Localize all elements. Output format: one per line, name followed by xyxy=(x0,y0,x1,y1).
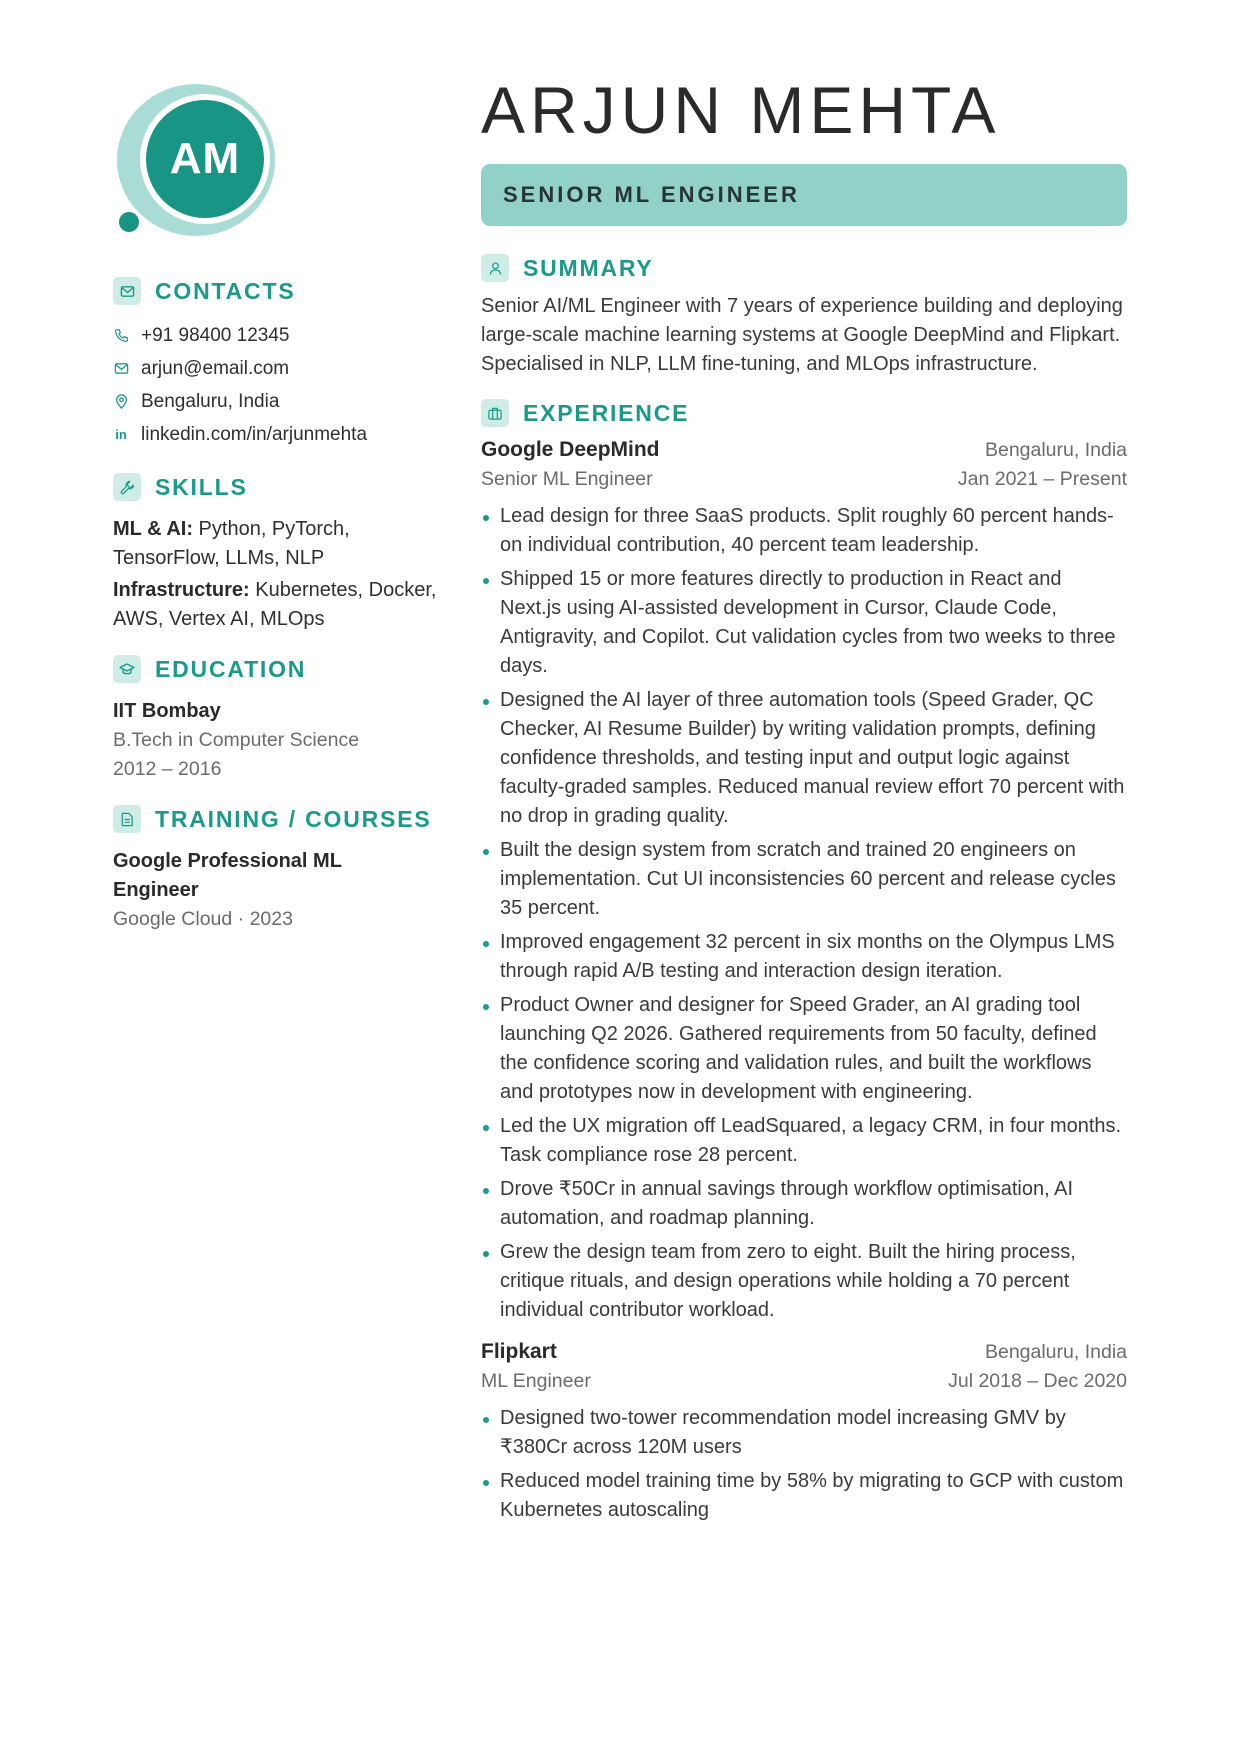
skill-infrastructure xyxy=(113,576,453,634)
job-company: Flipkart xyxy=(481,1340,557,1363)
contact-linkedin xyxy=(113,418,453,451)
briefcase-icon xyxy=(481,399,509,427)
skills-title: SKILLS xyxy=(155,473,248,500)
list-item: Lead design for three SaaS products. Split roughly 60 percent hands-on individual contribution, 40 percent team leadership. xyxy=(481,502,1127,560)
avatar-initials: AM xyxy=(146,100,264,218)
job-location: Bengaluru, India xyxy=(984,439,1127,461)
job-bullets xyxy=(481,502,1127,1325)
list-item: Reduced model training time by 58% by migrating to GCP with custom Kubernetes autoscaling xyxy=(481,1467,1127,1525)
job-dates: Jan 2021 – Present xyxy=(957,468,1127,490)
job-header xyxy=(481,1337,1127,1367)
sidebar xyxy=(113,277,453,934)
phone-text: +91 98400 12345 xyxy=(141,324,290,346)
phone-icon xyxy=(113,328,129,344)
job-header xyxy=(481,435,1127,465)
training-header xyxy=(113,805,453,833)
envelope-icon xyxy=(113,277,141,305)
summary-text: Senior AI/ML Engineer with 7 years of experience building and deploying large-scale machine learning systems at Google DeepMind and Flipkart. Specialised in NLP, LLM fine-tuning, and MLOps infrastructure. xyxy=(481,295,1123,375)
job-bullets xyxy=(481,1404,1127,1525)
list-item: Shipped 15 or more features directly to production in React and Next.js using AI-assisted development in Cursor, Claude Code, Antigravity, and Copilot. Cut validation cycles from two weeks to three days. xyxy=(481,565,1127,681)
list-item: Product Owner and designer for Speed Grader, an AI grading tool launching Q2 2026. Gathered requirements from 50 faculty, defined the confidence scoring and validation rules, and built the workflows and prototypes now in development with engineering. xyxy=(481,991,1127,1107)
avatar-dot xyxy=(119,212,139,232)
skill-ml-ai xyxy=(113,515,453,573)
education-school: IIT Bombay xyxy=(113,700,221,722)
document-icon xyxy=(113,805,141,833)
summary-title: SUMMARY xyxy=(523,254,654,281)
linkedin-text: linkedin.com/in/arjunmehta xyxy=(141,423,368,445)
skill-label: Infrastructure: xyxy=(113,579,250,601)
headline-text: SENIOR ML ENGINEER xyxy=(503,182,800,207)
list-item: Improved engagement 32 percent in six months on the Olympus LMS through rapid A/B testing and interaction design iteration. xyxy=(481,928,1127,986)
job-dates: Jul 2018 – Dec 2020 xyxy=(948,1370,1127,1392)
skills-header xyxy=(113,473,453,501)
contacts-header xyxy=(113,277,453,305)
email-icon xyxy=(113,361,129,377)
experience-header xyxy=(481,399,1127,427)
candidate-name: ARJUN MEHTA xyxy=(481,73,1001,147)
linkedin-icon: in xyxy=(115,427,127,442)
education-title: EDUCATION xyxy=(155,655,307,682)
skill-label: ML & AI: xyxy=(113,518,193,540)
training-course: Google Professional ML Engineer xyxy=(113,850,342,901)
email-text: arjun@email.com xyxy=(141,357,290,379)
list-item: Designed two-tower recommendation model increasing GMV by ₹380Cr across 120M users xyxy=(481,1404,1127,1462)
skill-value: Kubernetes, Docker, AWS, Vertex AI, MLOps xyxy=(113,579,437,630)
list-item: Built the design system from scratch and trained 20 engineers on implementation. Cut UI inconsistencies 60 percent and release cycles 35 percent. xyxy=(481,836,1127,923)
location-text: Bengaluru, India xyxy=(141,390,280,412)
summary-header xyxy=(481,254,1127,282)
job-role: ML Engineer xyxy=(481,1370,591,1392)
training-title: TRAINING / COURSES xyxy=(155,805,432,832)
training-provider: Google Cloud · 2023 xyxy=(113,908,293,930)
job-role: Senior ML Engineer xyxy=(481,468,653,490)
person-icon xyxy=(481,254,509,282)
job-entry-flipkart xyxy=(481,1337,1127,1525)
skill-value: Python, PyTorch, TensorFlow, LLMs, NLP xyxy=(113,518,350,569)
list-item: Led the UX migration off LeadSquared, a legacy CRM, in four months. Task compliance rose 28 percent. xyxy=(481,1112,1127,1170)
education-header xyxy=(113,655,453,683)
contact-email xyxy=(113,352,453,385)
job-subheader xyxy=(481,1367,1127,1396)
education-degree: B.Tech in Computer Science xyxy=(113,729,360,751)
location-pin-icon xyxy=(113,394,129,410)
job-company: Google DeepMind xyxy=(481,438,660,461)
graduation-cap-icon xyxy=(113,655,141,683)
education-years: 2012 – 2016 xyxy=(113,758,222,780)
list-item: Drove ₹50Cr in annual savings through workflow optimisation, AI automation, and roadmap planning. xyxy=(481,1175,1127,1233)
job-location: Bengaluru, India xyxy=(984,1341,1127,1363)
contact-phone xyxy=(113,319,453,352)
contacts-title: CONTACTS xyxy=(155,277,296,304)
headline-bar xyxy=(481,164,1127,226)
job-entry-google-deepmind xyxy=(481,435,1127,1325)
list-item: Designed the AI layer of three automation tools (Speed Grader, QC Checker, AI Resume Builder) by writing validation prompts, defining confidence thresholds, and testing input and output logic against faculty-graded samples. Reduced manual review effort 70 percent with no drop in grading quality. xyxy=(481,686,1127,831)
main-content xyxy=(481,70,1127,1530)
list-item: Grew the design team from zero to eight. Built the hiring process, critique rituals, and design operations while holding a 70 percent individual contributor workload. xyxy=(481,1238,1127,1325)
experience-title: EXPERIENCE xyxy=(523,399,690,426)
job-subheader xyxy=(481,465,1127,494)
contact-location xyxy=(113,385,453,418)
wrench-icon xyxy=(113,473,141,501)
avatar xyxy=(113,80,283,240)
